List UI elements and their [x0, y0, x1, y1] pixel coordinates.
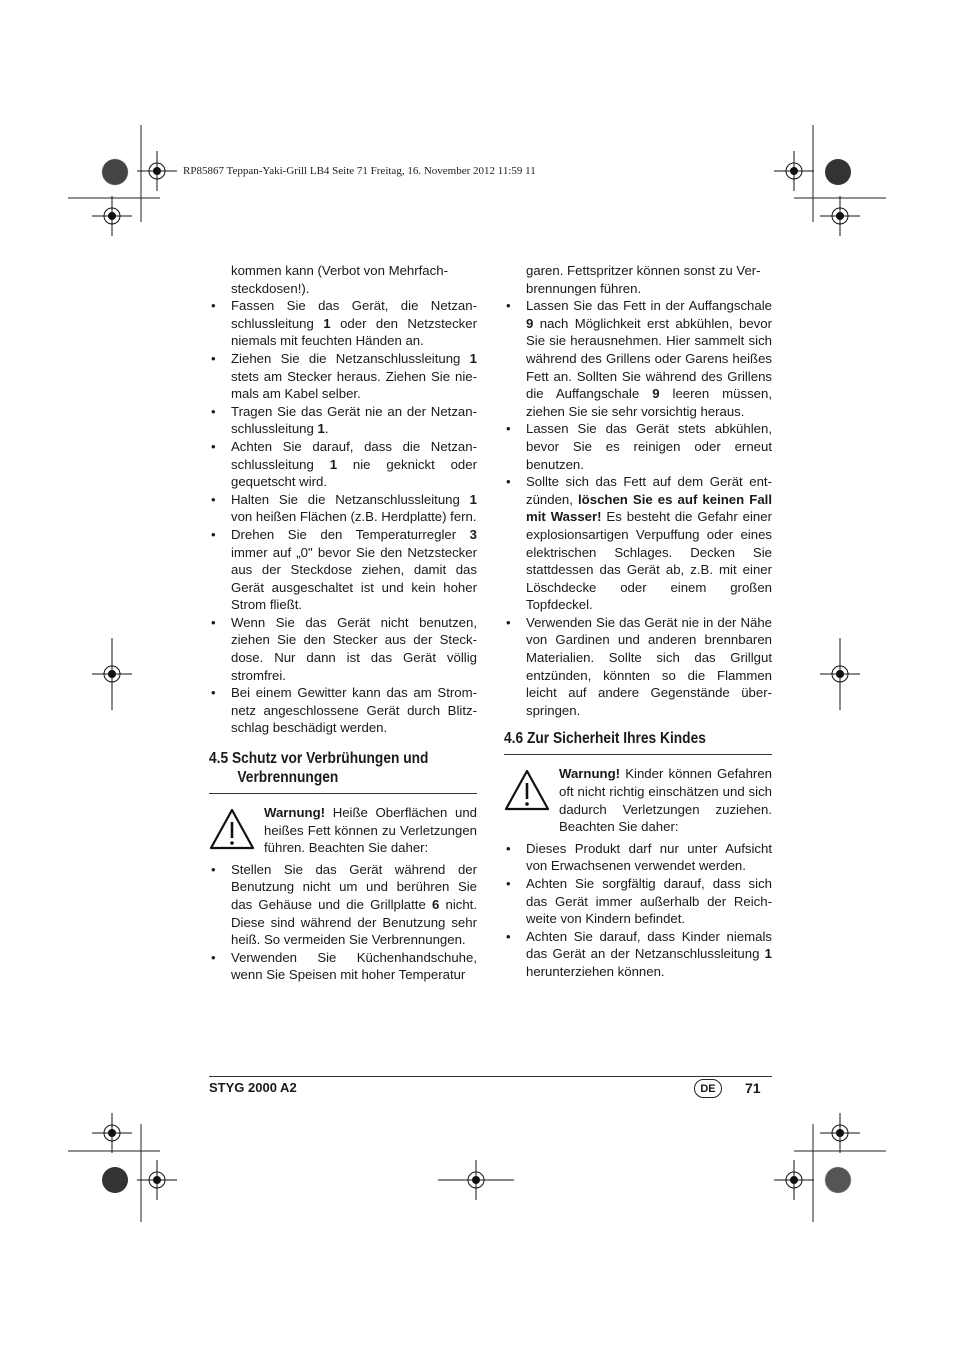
bullet-icon: •: [211, 614, 216, 630]
bullet-text: oder den Netzstecker niemals mit feuchten Händen an.: [231, 315, 478, 349]
bullet-icon: •: [211, 526, 216, 542]
emphasis-text: 1: [323, 315, 331, 331]
bullet-icon: •: [211, 298, 216, 314]
bullet-text: Achten Sie darauf, dass die Netzanschlussleitung: [231, 438, 477, 472]
bullet-text: Lassen Sie das Fett in der Auffangschale: [526, 298, 772, 314]
section-heading-4-5-line1: 4.5 Schutz vor Verbrühungen und: [209, 750, 429, 768]
bullet-icon: •: [506, 928, 511, 944]
bullet-text: von heißen Flächen (z.B. Herdplatte) fern.: [231, 509, 477, 525]
language-badge: DE: [694, 1079, 722, 1098]
footer-model: STYG 2000 A2: [209, 1080, 297, 1095]
bullet-icon: •: [506, 876, 511, 891]
starburst-mark-icon: [102, 159, 851, 1193]
print-info-line: RP85867 Teppan-Yaki-Grill LB4 Seite 71 Freitag, 16. November 2012 11:59 11: [183, 165, 536, 177]
bullet-text: Drehen Sie den Temperaturregler: [231, 526, 470, 542]
bullet-icon: •: [211, 685, 216, 701]
bullet-icon: •: [506, 840, 511, 856]
bullet-text: Dieses Produkt darf nur unter Aufsicht von Erwachsenen verwendet werden.: [526, 840, 772, 874]
bullet-text: Achten Sie sorgfältig darauf, dass sich das Gerät immer außerhalb der Reichweite von Kindern befindet.: [526, 876, 772, 927]
section-heading-4-6: 4.6 Zur Sicherheit Ihres Kindes: [504, 730, 706, 748]
bullet-icon: •: [211, 438, 216, 454]
bullet-text: nicht. Diese sind während der Benutzung sehr heiß. So vermeiden Sie Verbrennungen.: [231, 897, 478, 948]
bullet-icon: •: [506, 421, 511, 437]
emphasis-text: 1: [469, 350, 477, 366]
bullet-text: .: [324, 421, 329, 437]
bullet-text: Ziehen Sie die Netzanschlussleitung: [231, 350, 470, 366]
bullet-icon: •: [211, 403, 216, 419]
continued-text-line-1: garen. Fettspritzer können sonst zu Ver-: [526, 263, 761, 278]
emphasis-text: 6: [431, 897, 440, 912]
bullet-text: immer auf „0" bevor Sie den Netzstecker aus der Steckdose ziehen, damit das Gerät ausgeschaltet ist und kein hoher Strom fließt.: [231, 544, 477, 613]
emphasis-text: 1: [469, 491, 477, 507]
bullet-text: Bei einem Gewitter kann das am Stromnetz angeschlossene Gerät durch Blitzschlag beschädigt werden.: [231, 685, 477, 736]
bullet-icon: •: [506, 474, 511, 490]
emphasis-text: 1: [329, 456, 338, 472]
emphasis-text: 9: [526, 315, 534, 331]
warning-message: Heiße Oberflächen und heißes Fett können zu Verletzungen führen. Beachten Sie daher:: [264, 805, 477, 856]
registration-target-icon: [92, 151, 860, 1200]
bullet-text: Es besteht die Gefahr einer explosionsartigen Verpuffung oder eines elektrischen Schlages. Decken Sie stattdessen das Gerät ab, z.B. mit einer Löschdecke oder einem großen Topfdeckel.: [526, 509, 772, 613]
emphasis-text: 1: [764, 946, 772, 962]
bullet-text: leeren müssen, ziehen Sie sie sehr vorsichtig heraus.: [526, 386, 772, 419]
bullet-text: nie geknickt oder gequetscht wird.: [231, 456, 477, 490]
bullet-text: Verwenden Sie das Gerät nie in der Nähe von Gardinen und anderen brennbaren Materialien. Sollte sich das Grillgut entzünden, könnten so die Flammen leicht auf andere Gegenstände überspringen.: [526, 614, 772, 718]
emphasis-text: 1: [317, 421, 325, 437]
bullet-icon: •: [506, 298, 511, 314]
bullet-text: nach Möglichkeit erst abkühlen, bevor Sie sie herausnehmen. Hier sammelt sich während des Grillens oder Garens heißes Fett an. Sollten Sie während des Grillens die Auffangschale: [526, 315, 772, 402]
section-heading-4-5-line2: Verbrennungen: [237, 769, 339, 787]
bullet-text: Halten Sie die Netzanschlussleitung: [231, 491, 470, 507]
bullet-text: Verwenden Sie Küchenhandschuhe, wenn Sie Speisen mit hoher Temperatur: [231, 949, 477, 983]
bullet-icon: •: [211, 491, 216, 507]
emphasis-text: 9: [652, 386, 660, 402]
continued-text-line-2: steckdosen!).: [231, 280, 310, 296]
bullet-icon: •: [211, 949, 216, 965]
bullet-text: herunterziehen können.: [526, 963, 665, 979]
warning-label: Warnung!: [264, 805, 326, 821]
bullet-text: Lassen Sie das Gerät stets abkühlen, bevor Sie es reinigen oder erneut benutzen.: [526, 421, 772, 472]
emphasis-text: löschen Sie es auf keinen Fall mit Wasser!: [526, 491, 772, 525]
bullet-text: Fassen Sie das Gerät, die Netzanschlussleitung: [231, 298, 477, 331]
bullet-text: Wenn Sie das Gerät nicht benutzen, ziehen Sie den Stecker aus der Steckdose. Nur dann ist das Gerät völlig stromfrei.: [231, 614, 477, 683]
bullet-text: Achten Sie darauf, dass Kinder niemals das Gerät an der Netzanschlussleitung: [526, 928, 772, 962]
continued-text-line-1: kommen kann (Verbot von Mehrfach-: [231, 263, 448, 278]
bullet-icon: •: [211, 350, 216, 366]
continued-text-line-2: brennungen führen.: [526, 280, 642, 296]
bullet-icon: •: [506, 614, 511, 630]
bullet-icon: •: [211, 861, 216, 877]
bullet-text: stets am Stecker heraus. Ziehen Sie niemals am Kabel selber.: [231, 368, 477, 402]
bullet-text: Tragen Sie das Gerät nie an der Netzanschlussleitung: [231, 403, 477, 437]
bullet-text: Sollte sich das Fett auf dem Gerät entzünden,: [526, 474, 772, 507]
emphasis-text: 3: [469, 526, 477, 542]
warning-label: Warnung!: [559, 766, 621, 782]
bullet-text: Stellen Sie das Gerät während der Benutzung nicht um und berühren Sie das Gehäuse und die Grillplatte: [231, 861, 477, 912]
warning-message: Kinder können Gefahren oft nicht richtig einschätzen und sich dadurch Verletzungen zuziehen. Beachten Sie daher:: [559, 766, 772, 835]
page-number: 71: [745, 1080, 761, 1096]
